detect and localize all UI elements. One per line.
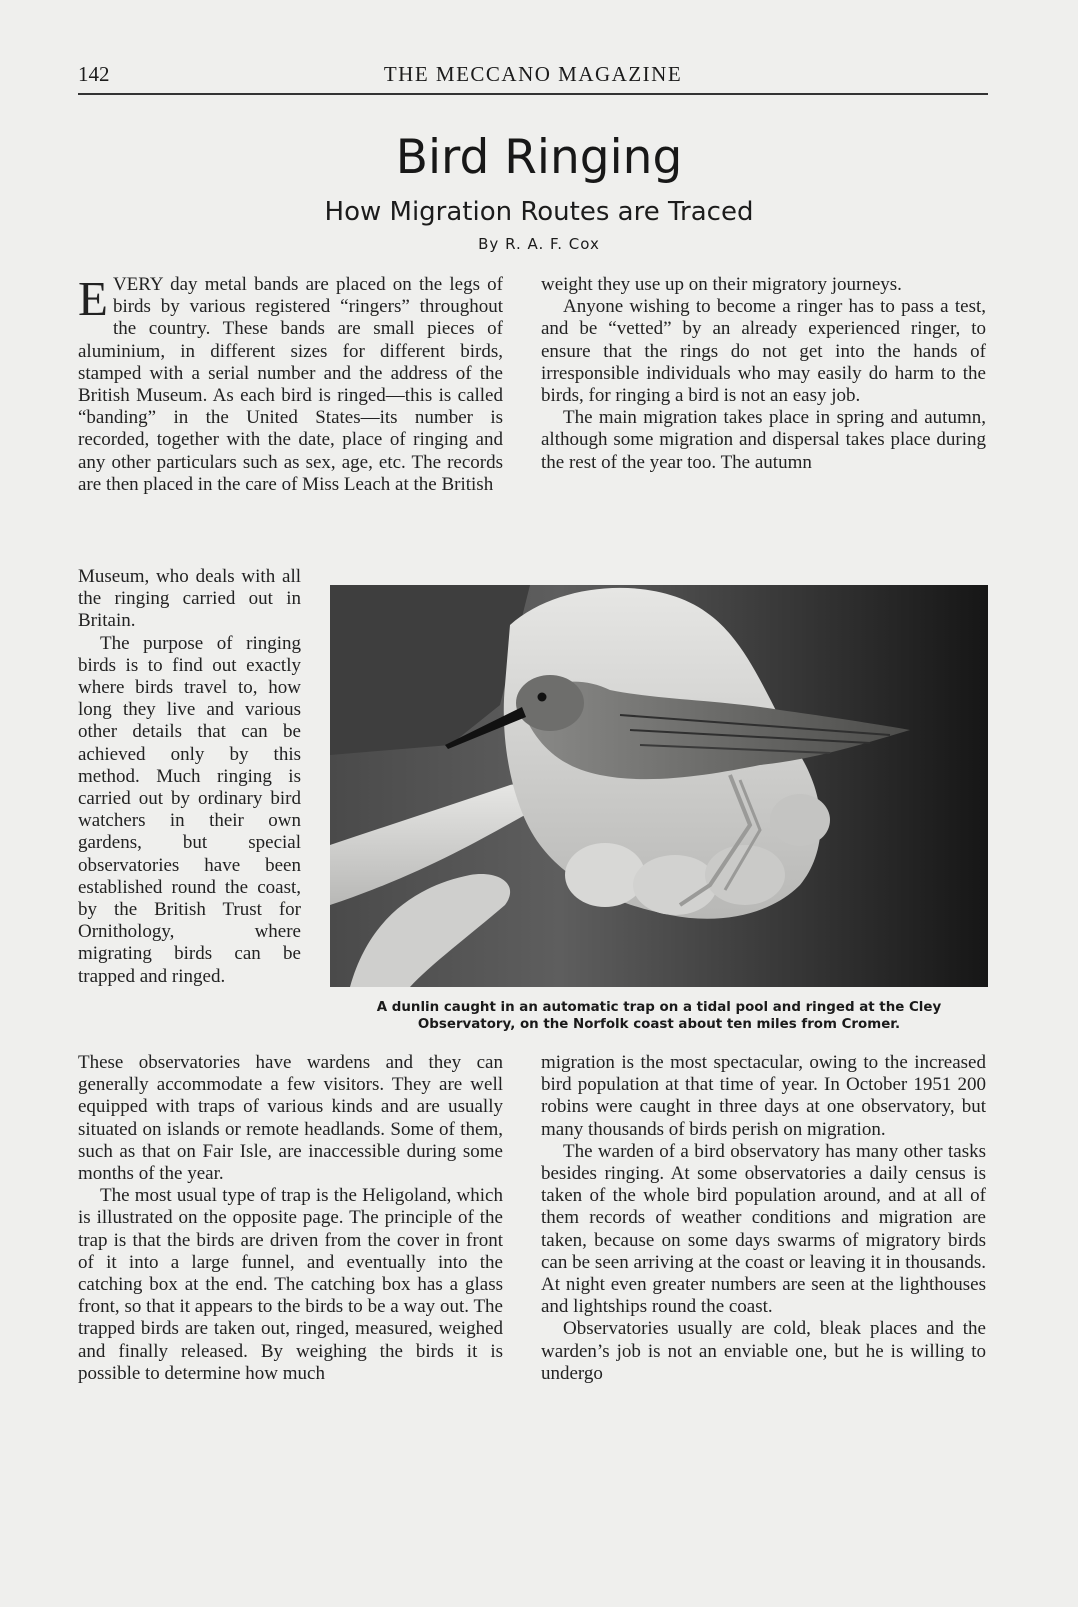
paragraph: Anyone wishing to become a ringer has to pass a test, and be “vetted” by an already experienced ringer, to ensure that the rings do not get into the hands of irresponsible individuals who may easily do harm to the birds, for ringing a bird is not an easy job.	[541, 296, 986, 407]
paragraph: EVERY day metal bands are placed on the legs of birds by various registered “ringers” throughout the country. These bands are small pieces of aluminium, in different sizes for different birds, stamped with a serial number and the address of the British Museum. As each bird is ringed—this is called “banding” in the United States—its number is recorded, together with the date, place of ringing and any other particulars such as sex, age, etc. The records are then placed in the care of Miss Leach at the British	[78, 271, 503, 495]
running-title: THE MECCANO MAGAZINE	[383, 62, 683, 86]
paragraph: The purpose of ringing birds is to find out exactly where birds travel to, how long they live and various other details that can be achieved only by this method. Much ringing is carried out by ordinary bird watchers in their own gardens, but special observatories have been established round the coast, by the British Trust for Ornithology, where migrating birds can be trapped and ringed.	[78, 632, 301, 987]
article-title: Bird Ringing	[395, 130, 683, 185]
paragraph: These observatories have wardens and they can generally accommodate a few visitors. They are well equipped with traps of various kinds and are usually situated on islands or remote headlands. Some of them, such as that on Fair Isle, are inaccessible during some months of the year.	[78, 1052, 503, 1185]
article-byline: By R. A. F. Cox	[478, 235, 600, 253]
col1-narrow	[78, 566, 301, 988]
paragraph: The most usual type of trap is the Heligoland, which is illustrated on the opposite page. The principle of the trap is that the birds are driven from the cover in front of it into a large funnel, and eventually into the catching box at the end. The catching box has a glass front, so that it appears to the birds to be a way out. The trapped birds are taken out, ringed, measured, weighed and finally released. By weighing the birds it is possible to determine how much	[78, 1185, 503, 1384]
col1-top	[78, 271, 503, 496]
paragraph: The main migration takes place in spring and autumn, although some migration and dispersal takes place during the rest of the year too. The autumn	[541, 407, 986, 473]
col1-bottom	[78, 1052, 503, 1385]
photo-caption: A dunlin caught in an automatic trap on a tidal pool and ringed at the Cley Observatory, on the Norfolk coast about ten miles from Cromer.	[376, 1000, 942, 1032]
col2-top	[541, 274, 986, 474]
page-header	[78, 62, 988, 92]
page-number: 142	[78, 62, 110, 86]
col2-bottom	[541, 1052, 986, 1385]
paragraph: weight they use up on their migratory journeys.	[541, 274, 902, 295]
paragraph: Observatories usually are cold, bleak places and the warden’s job is not an enviable one, but he is willing to undergo	[541, 1318, 986, 1384]
header-rule	[78, 93, 988, 95]
dunlin-photo	[330, 585, 988, 987]
paragraph: migration is the most spectacular, owing to the increased bird population at that time of year. In October 1951 200 robins were caught in three days at one observatory, but many thousands of birds perish on migration.	[541, 1052, 986, 1140]
paragraph: The warden of a bird observatory has many other tasks besides ringing. At some observatories a daily census is taken of the whole bird population around, and at all of them records of weather conditions and migration are taken, because on some days swarms of migratory birds can be seen arriving at the coast or leaving it in thousands. At night even greater numbers are seen at the lighthouses and lightships round the coast.	[541, 1140, 986, 1318]
article-subtitle: How Migration Routes are Traced	[324, 197, 754, 227]
drop-cap: E	[78, 271, 108, 326]
dunlin-in-hand-illustration	[330, 585, 988, 987]
paragraph: Museum, who deals with all the ringing carried out in Britain.	[78, 566, 301, 632]
